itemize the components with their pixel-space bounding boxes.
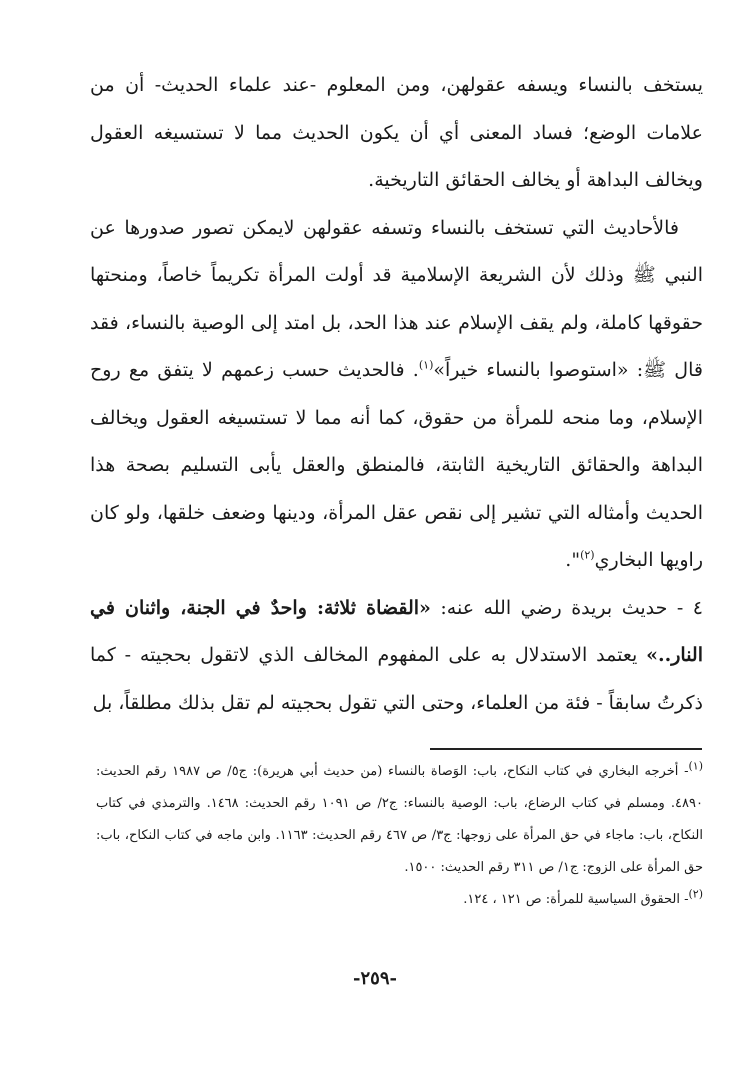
paragraph-2-part-1: فالأحاديث التي تستخف بالنساء وتسفه عقولهن لايمكن تصور صدورها عن النبي ﷺ وذلك لأن الشريعة الإسلامية قد أولت المرأة تكريماً خاصاً، ومنحتها حقوقها كاملة، ولم يقف الإسلام عند هذا الحد، بل امتد إلى الوصية بالنساء، فقد قال ﷺ: «استوصوا بالنساء خيراً» bbox=[90, 216, 703, 381]
footnote-1-text: - أخرجه البخاري في كتاب النكاح، باب: الوَصاة بالنساء (من حديث أبي هريرة): ج٥/ ص ١٩٨٧ رقم الحديث: ٤٨٩٠. ومسلم في كتاب الرضاع، باب: الوصية بالنساء: ج٢/ ص ١٠٩١ رقم الحديث: ١٤٦٨. والترمذي في كتاب النكاح، باب: ماجاء في حق المرأة على زوجها: ج٣/ ص ٤٦٧ رقم الحديث: ١١٦٣. وابن ماجه في كتاب النكاح، باب: حق المرأة على الزوج: ج١/ ص ٣١١ رقم الحديث: ١٥٠٠. bbox=[96, 764, 703, 875]
page-number: -٢٥٩- bbox=[353, 968, 397, 989]
hadith-quote: «القضاة ثلاثة: واحدٌ في الجنة، واثنان في النار..» bbox=[90, 596, 703, 666]
footnote-2 bbox=[96, 884, 703, 916]
paragraph-2 bbox=[90, 205, 703, 585]
paragraph-1 bbox=[90, 62, 703, 205]
paragraph-2-part-2: . فالحديث حسب زعمهم لا يتفق مع روح الإسلام، وما منحه للمرأة من حقوق، كما أنه مما لا تستسيغه العقول ويخالف البداهة والحقائق التاريخية الثابتة، فالمنطق والعقل يأبى التسليم بصحة هذا الحديث وأمثاله التي تشير إلى نقص عقل المرأة، ودينها وضعف خلقها، ولو كان راويها البخاري bbox=[90, 359, 703, 571]
paragraph-2-part-3: ". bbox=[565, 549, 581, 571]
paragraph-3-rest: يعتمد الاستدلال به على المفهوم المخالف الذي لاتقول بحجيته - كما ذكرتُ سابقاً - فئة من العلماء، وحتى التي تقول بحجيته لم تقل بذلك مطلقاً، بل bbox=[90, 644, 703, 714]
footnote-ref-2[interactable]: (٢) bbox=[580, 548, 595, 562]
footnote-1 bbox=[96, 756, 703, 884]
paragraph-3-lead: ٤ - حديث بريدة رضي الله عنه: bbox=[430, 596, 703, 619]
footnotes bbox=[96, 756, 703, 916]
footnote-2-text: - الحقوق السياسية للمرأة: ص ١٢١ ، ١٢٤. bbox=[463, 892, 689, 907]
footnote-1-marker: (١) bbox=[688, 759, 703, 773]
paragraph-1-text: يستخف بالنساء ويسفه عقولهن، ومن المعلوم -عند علماء الحديث- أن من علامات الوضع؛ فساد المعنى أي أن يكون الحديث مما لا تستسيغه العقول ويخالف البداهة أو يخالف الحقائق التاريخية. bbox=[90, 74, 703, 191]
main-text bbox=[90, 62, 703, 727]
paragraph-3 bbox=[90, 585, 703, 728]
footnote-2-marker: (٢) bbox=[688, 887, 703, 901]
footnote-separator bbox=[430, 748, 702, 750]
footnote-ref-1[interactable]: (١) bbox=[418, 358, 434, 372]
